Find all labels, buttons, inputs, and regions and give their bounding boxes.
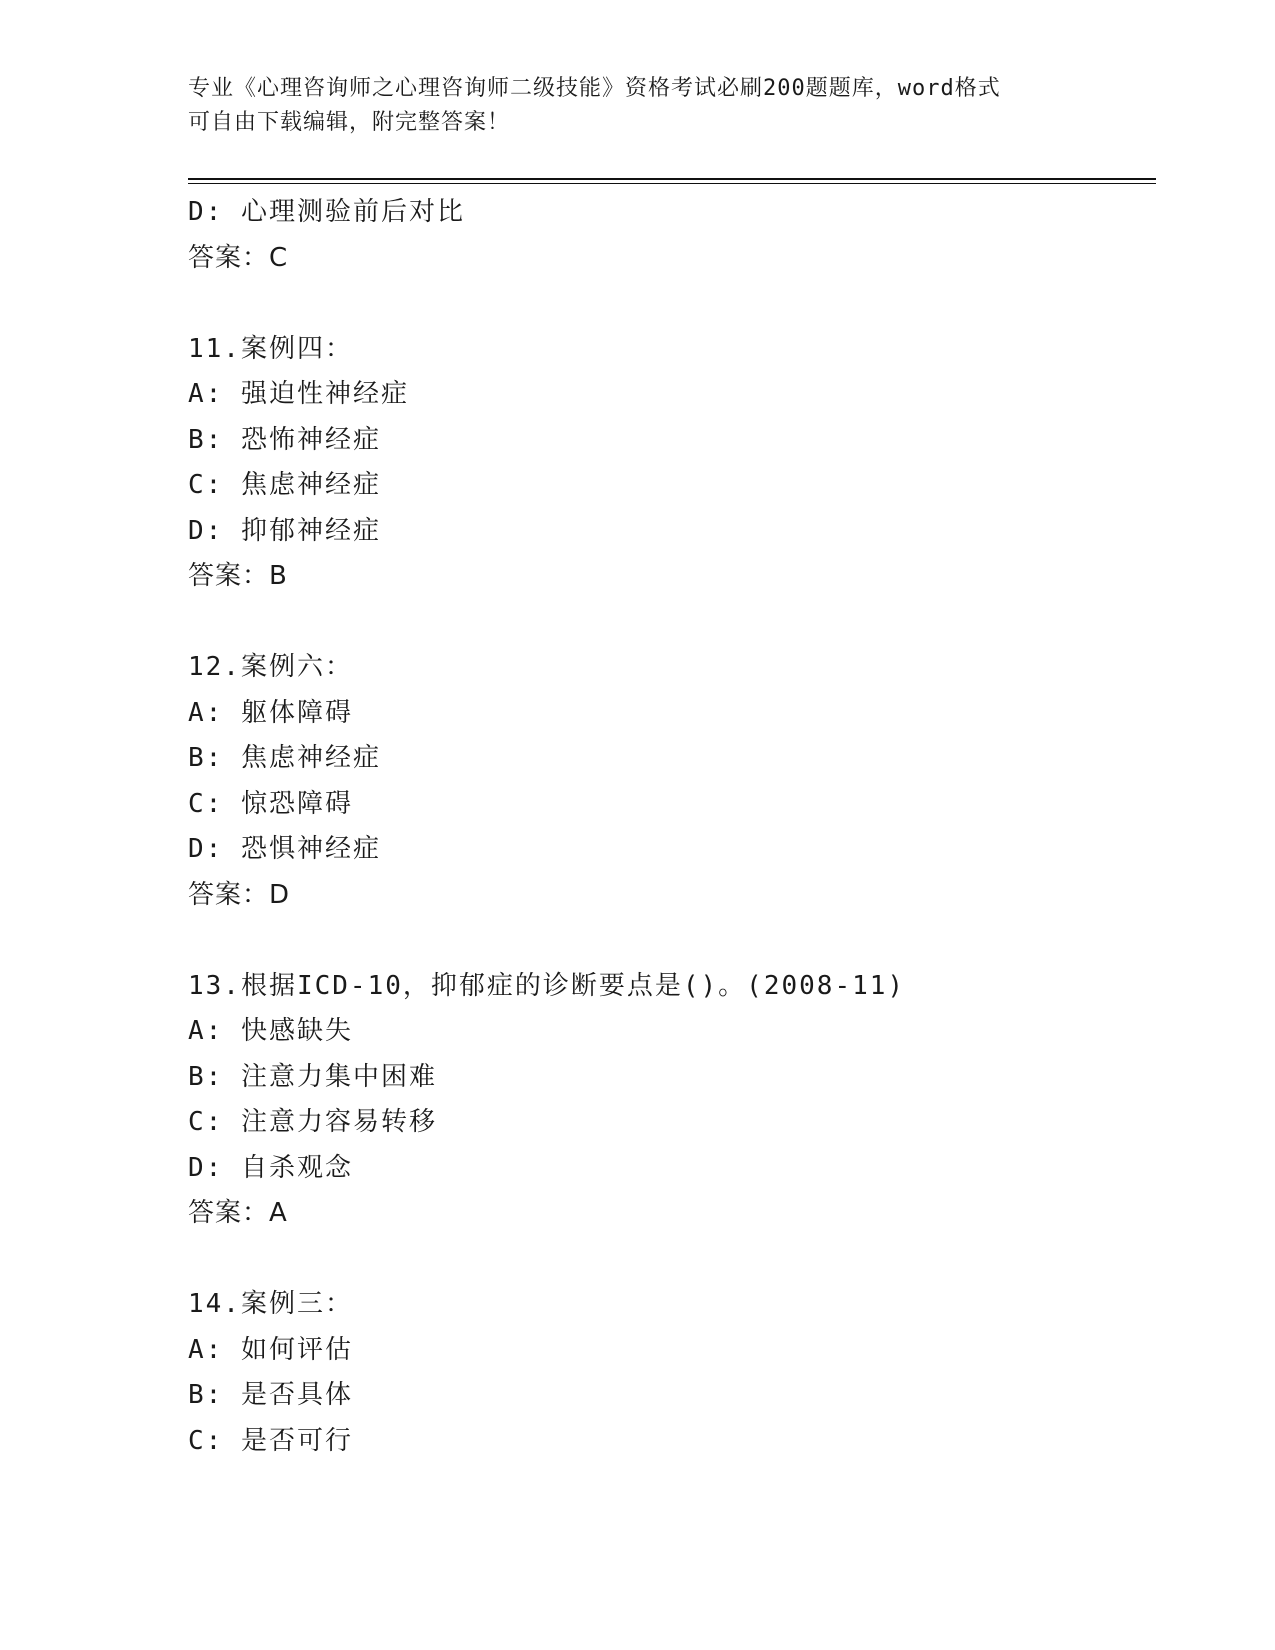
question-block [188,190,1156,281]
option-line: C: 焦虑神经症 [188,470,381,500]
document-header [188,72,1068,140]
question-block [188,964,1156,1237]
header-line-1: 专业《心理咨询师之心理咨询师二级技能》资格考试必刷200题题库，word格式 [188,76,1001,101]
option-line: A: 强迫性神经症 [188,379,409,409]
option-line: B: 注意力集中困难 [188,1061,437,1092]
option-line: A: 如何评估 [188,1334,353,1365]
option-line: A: 快感缺失 [188,1016,353,1046]
block-spacer [188,600,1156,646]
question-list [188,190,1156,1464]
option-line: C: 惊恐障碍 [188,788,353,819]
question-stem: 12.案例六： [188,652,353,682]
option-line: D: 自杀观念 [188,1152,353,1183]
option-line: C: 注意力容易转移 [188,1107,437,1137]
question-block [188,645,1156,918]
option-line: D: 抑郁神经症 [188,515,381,546]
answer-line: 答案：C [188,242,289,273]
block-spacer [188,918,1156,964]
block-spacer [188,281,1156,327]
option-line: B: 恐怖神经症 [188,424,381,455]
option-line: C: 是否可行 [188,1425,353,1456]
header-rule-thin [188,183,1156,184]
block-spacer [188,1237,1156,1283]
question-stem: 14.案例三： [188,1289,353,1319]
answer-line: 答案：A [188,1198,288,1228]
question-stem: 11.案例四： [188,333,353,364]
option-line: D: 恐惧神经症 [188,834,381,864]
question-block [188,1282,1156,1464]
question-block [188,327,1156,600]
option-line: B: 是否具体 [188,1380,353,1410]
question-stem: 13.根据ICD-10，抑郁症的诊断要点是()。(2008-11) [188,970,906,1001]
option-line: D: 心理测验前后对比 [188,197,465,227]
option-line: B: 焦虑神经症 [188,743,381,773]
option-line: A: 躯体障碍 [188,697,353,728]
answer-line: 答案：B [188,561,288,591]
header-rule-thick [188,178,1156,180]
header-line-2: 可自由下载编辑，附完整答案！ [188,110,511,135]
answer-line: 答案：D [188,879,291,910]
